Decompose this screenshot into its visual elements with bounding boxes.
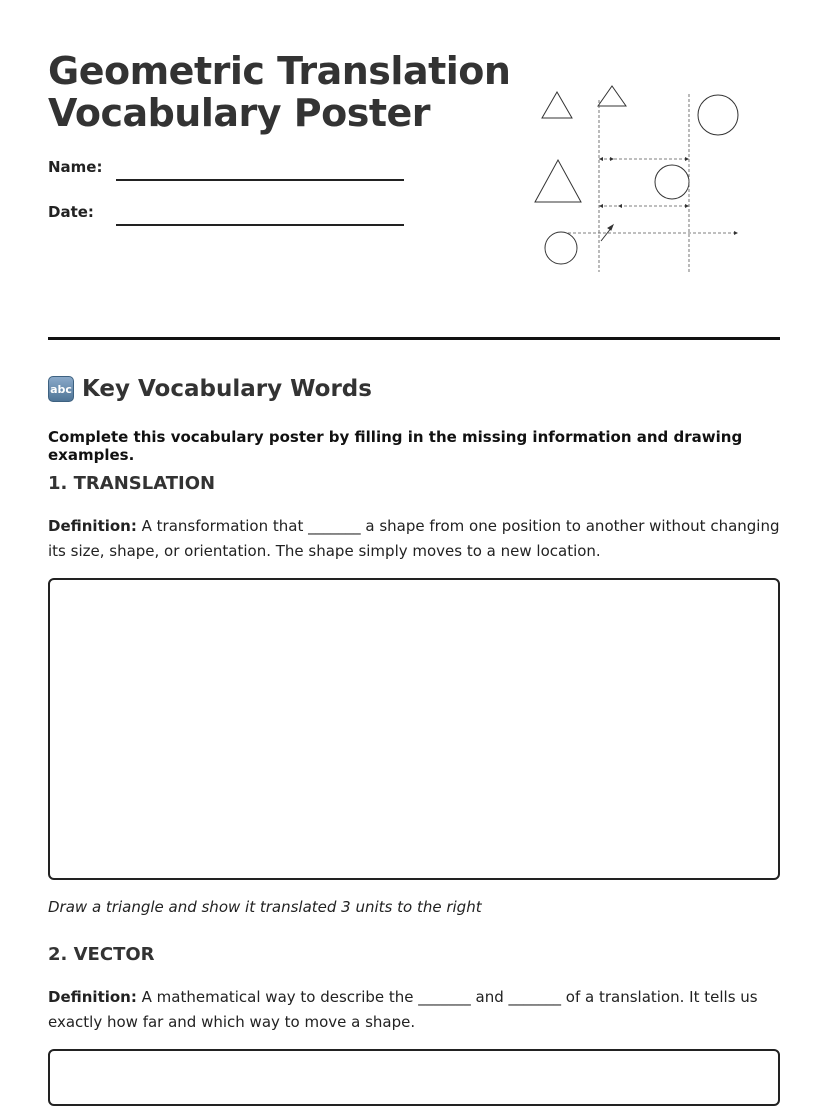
date-label: Date: [48,203,94,221]
title-line-1: Geometric Translation [48,49,511,93]
triangle-large [535,160,581,202]
caption-translation: Draw a triangle and show it translated 3 units to the right [48,898,482,916]
arrowhead-middle-left [599,204,603,208]
name-label: Name: [48,158,103,176]
arrowhead-bottom-right [734,231,738,235]
diagonal-arrowhead [608,225,613,230]
definition-vector [48,985,780,1035]
arrowhead-top-right [685,157,689,161]
drawing-box-translation[interactable] [48,578,780,880]
circle-top-right [698,95,738,135]
definition-label: Definition: [48,988,137,1006]
triangle-small-left [542,92,572,118]
worksheet-page [48,0,780,1118]
date-field [48,203,408,233]
name-line[interactable] [116,179,404,181]
title-line-2: Vocabulary Poster [48,91,431,135]
arrowhead-top-mid [610,157,614,161]
circle-bottom-left [545,232,577,264]
translation-diagram [532,80,744,276]
instructions: Complete this vocabulary poster by filling in the missing information and drawing examples. [48,428,743,464]
section-title [48,372,372,406]
page-title [48,50,510,134]
arrowhead-middle-mid [618,204,622,208]
abc-icon: abc [48,376,74,402]
name-field [48,158,408,188]
triangle-small-top [598,86,626,106]
arrowhead-middle-right [685,204,689,208]
circle-middle [655,165,689,199]
definition-text: A transformation that _______ a shape from one position to another without changing its size, shape, or orientation. The shape simply moves to a new location. [48,517,780,560]
date-line[interactable] [116,224,404,226]
drawing-box-vector[interactable] [48,1049,780,1106]
definition-translation [48,514,780,564]
term-heading-translation: 1. TRANSLATION [48,473,216,494]
arrowhead-top-left [599,157,603,161]
header-divider [48,337,780,340]
definition-label: Definition: [48,517,137,535]
term-heading-vector: 2. VECTOR [48,944,155,965]
definition-text: A mathematical way to describe the _______ and _______ of a translation. It tells us exactly how far and which way to move a shape. [48,988,758,1031]
section-heading: Key Vocabulary Words [82,376,372,402]
